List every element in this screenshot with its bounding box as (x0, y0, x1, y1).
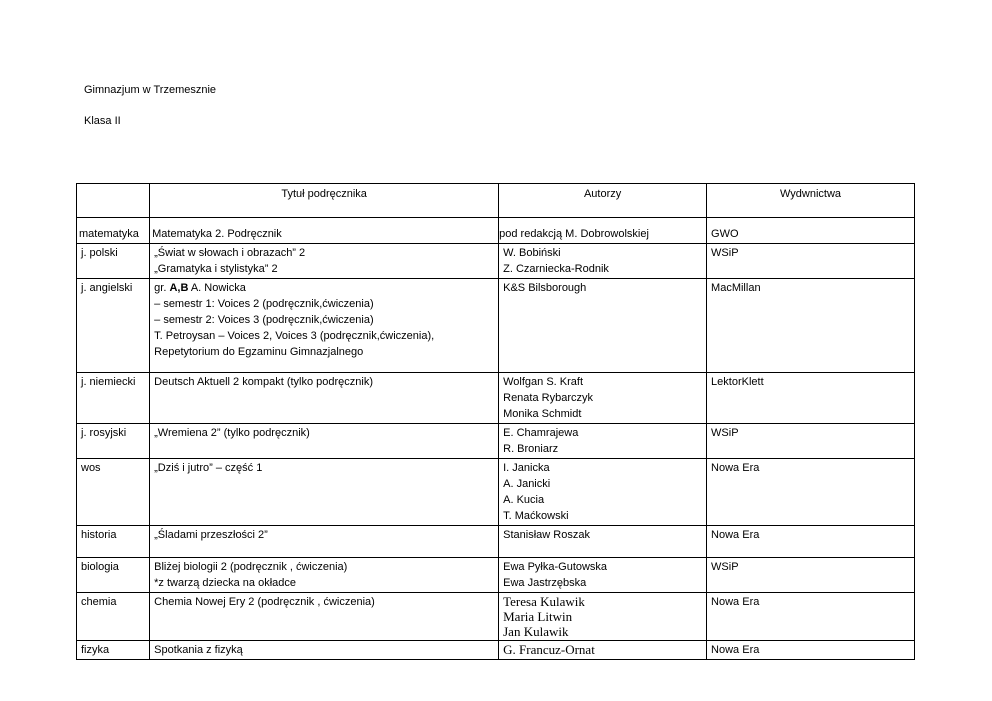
author-line: Wolfgan S. Kraft (503, 376, 584, 388)
author-line: A. Kucia (503, 494, 545, 506)
authors-cell: pod redakcją M. Dobrowolskiej (499, 218, 707, 244)
authors-cell (499, 593, 707, 641)
subject-cell: j. angielski (77, 279, 150, 373)
title-cell (150, 279, 499, 373)
author-line: Teresa Kulawik (503, 594, 585, 609)
title-line: „Gramatyka i stylistyka” 2 (154, 263, 278, 275)
publisher-cell: WSiP (707, 558, 915, 593)
author-line: T. Maćkowski (503, 510, 569, 522)
author-line: Renata Rybarczyk (503, 392, 593, 404)
title-line: „Świat w słowach i obrazach” 2 (154, 247, 306, 259)
author-line: A. Janicki (503, 478, 551, 490)
title-cell (150, 558, 499, 593)
subject-cell: wos (77, 459, 150, 526)
subject-cell: biologia (77, 558, 150, 593)
title-line: gr. A,B A. Nowicka (154, 282, 246, 294)
title-cell: Spotkania z fizyką (150, 641, 499, 660)
table-header-row (77, 184, 915, 218)
title-cell: „Śladami przeszłości 2” (150, 526, 499, 558)
table-row (77, 558, 915, 593)
subject-cell: historia (77, 526, 150, 558)
textbook-table (76, 183, 915, 660)
title-line: – semestr 1: Voices 2 (podręcznik,ćwiczenia) (154, 298, 374, 310)
table-row (77, 641, 915, 660)
authors-cell (499, 558, 707, 593)
title-cell: Chemia Nowej Ery 2 (podręcznik , ćwiczenia) (150, 593, 499, 641)
publisher-cell: Nowa Era (707, 526, 915, 558)
title-cell: Matematyka 2. Podręcznik (150, 218, 499, 244)
header-title: Tytuł podręcznika (150, 184, 499, 218)
table-row (77, 218, 915, 244)
subject-cell: fizyka (77, 641, 150, 660)
title-line: Bliżej biologii 2 (podręcznik , ćwiczenia) (154, 561, 348, 573)
title-line: *z twarzą dziecka na okładce (154, 577, 296, 589)
subject-cell: chemia (77, 593, 150, 641)
group-label: A,B (169, 282, 189, 294)
publisher-cell: LektorKlett (707, 373, 915, 424)
table-row (77, 244, 915, 279)
title-line: Repetytorium do Egzaminu Gimnazjalnego (154, 346, 364, 358)
class-label: Klasa II (84, 115, 121, 127)
publisher-cell: Nowa Era (707, 593, 915, 641)
authors-cell (499, 424, 707, 459)
title-line: – semestr 2: Voices 3 (podręcznik,ćwiczenia) (154, 314, 374, 326)
authors-cell (499, 459, 707, 526)
publisher-cell: Nowa Era (707, 459, 915, 526)
subject-cell: matematyka (77, 218, 150, 244)
table-row (77, 373, 915, 424)
table-row (77, 593, 915, 641)
authors-cell (499, 373, 707, 424)
table-row (77, 459, 915, 526)
publisher-cell: GWO (707, 218, 915, 244)
title-cell: „Wremiena 2” (tylko podręcznik) (150, 424, 499, 459)
authors-cell: G. Francuz-Ornat (499, 641, 707, 660)
authors-cell: K&S Bilsborough (499, 279, 707, 373)
title-cell (150, 244, 499, 279)
header-publisher: Wydwnictwa (707, 184, 915, 218)
publisher-cell: WSiP (707, 244, 915, 279)
subject-cell: j. rosyjski (77, 424, 150, 459)
author-line: Maria Litwin (503, 609, 573, 624)
author-line: E. Chamrajewa (503, 427, 579, 439)
subject-cell: j. polski (77, 244, 150, 279)
author-line: Jan Kulawik (503, 624, 569, 639)
publisher-cell: MacMillan (707, 279, 915, 373)
title-cell: „Dziś i jutro” – część 1 (150, 459, 499, 526)
author-line: Ewa Jastrzębska (503, 577, 587, 589)
header-authors: Autorzy (499, 184, 707, 218)
author-line: R. Broniarz (503, 443, 559, 455)
title-line: T. Petroysan – Voices 2, Voices 3 (podręcznik,ćwiczenia), (154, 330, 435, 342)
authors-cell: Stanisław Roszak (499, 526, 707, 558)
table-row (77, 526, 915, 558)
school-name: Gimnazjum w Trzemesznie (84, 84, 217, 96)
table-row (77, 279, 915, 373)
publisher-cell: Nowa Era (707, 641, 915, 660)
header-subject (77, 184, 150, 218)
author-line: I. Janicka (503, 462, 550, 474)
author-line: Ewa Pyłka-Gutowska (503, 561, 608, 573)
table-row (77, 424, 915, 459)
author-line: W. Bobiński (503, 247, 561, 259)
title-cell: Deutsch Aktuell 2 kompakt (tylko podręcznik) (150, 373, 499, 424)
author-line: Z. Czarniecka-Rodnik (503, 263, 609, 275)
author-line: Monika Schmidt (503, 408, 582, 420)
publisher-cell: WSiP (707, 424, 915, 459)
subject-cell: j. niemiecki (77, 373, 150, 424)
authors-cell (499, 244, 707, 279)
